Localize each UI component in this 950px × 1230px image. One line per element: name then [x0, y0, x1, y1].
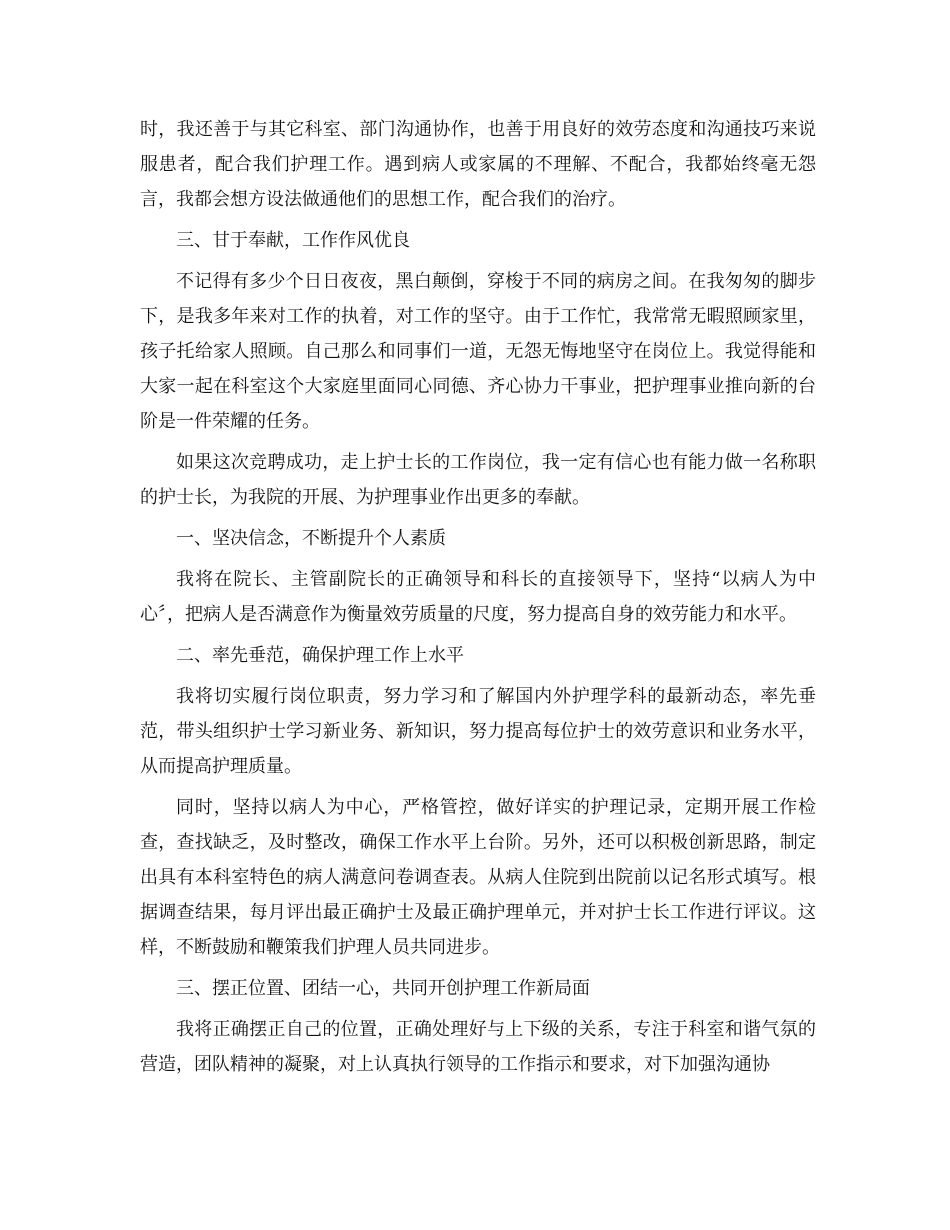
paragraph-continuation: 时，我还善于与其它科室、部门沟通协作，也善于用良好的效劳态度和沟通技巧来说服患者，配合我们护理工作。遇到病人或家属的不理解、不配合，我都始终毫无怨言，我都会想方设法做通他们的思想工作，配合我们的治疗。 [140, 119, 816, 210]
paragraph-lead-by-example-body: 我将切实履行岗位职责，努力学习和了解国内外护理学科的最新动态，率先垂范，带头组织护士学习新业务、新知识，努力提高每位护士的效劳意识和业务水平，从而提高护理质量。 [140, 686, 816, 777]
paragraph-patient-centered: 同时，坚持以病人为中心，严格管控，做好详实的护理记录，定期开展工作检查，查找缺乏，及时整改，确保工作水平上台阶。另外，还可以积极创新思路，制定出具有本科室特色的病人满意问卷调查表。从病人住院到出院前以记名形式填写。根据调查结果，每月评出最正确护士及最正确护理单元，并对护士长工作进行评议。这样，不断鼓励和鞭策我们护理人员共同进步。 [140, 797, 816, 958]
paragraph-competition-intro: 如果这次竞聘成功，走上护士长的工作岗位，我一定有信心也有能力做一名称职的护士长，为我院的开展、为护理事业作出更多的奉献。 [140, 452, 816, 508]
section-heading-lead-by-example: 二、率先垂范，确保护理工作上水平 [176, 645, 464, 666]
section-heading-teamwork: 三、摆正位置、团结一心，共同开创护理工作新局面 [176, 978, 590, 999]
section-heading-belief: 一、坚决信念，不断提升个人素质 [176, 528, 446, 549]
paragraph-dedication-body: 不记得有多少个日日夜夜，黑白颠倒，穿梭于不同的病房之间。在我匆匆的脚步下，是我多年来对工作的执着，对工作的坚守。由于工作忙，我常常无暇照顾家里，孩子托给家人照顾。自己那么和同事们一道，无怨无悔地坚守在岗位上。我觉得能和大家一起在科室这个大家庭里面同心同德、齐心协力干事业，把护理事业推向新的台阶是一件荣耀的任务。 [140, 271, 816, 432]
paragraph-belief-body: 我将在院长、主管副院长的正确领导和科长的直接领导下，坚持“以病人为中心〞，把病人是否满意作为衡量效劳质量的尺度，努力提高自身的效劳能力和水平。 [140, 569, 816, 625]
paragraph-teamwork-body: 我将正确摆正自己的位置，正确处理好与上下级的关系，专注于科室和谐气氛的营造，团队精神的凝聚，对上认真执行领导的工作指示和要求，对下加强沟通协 [140, 1019, 816, 1075]
section-heading-dedication: 三、甘于奉献，工作作风优良 [176, 230, 410, 251]
document-page [140, 112, 816, 1088]
